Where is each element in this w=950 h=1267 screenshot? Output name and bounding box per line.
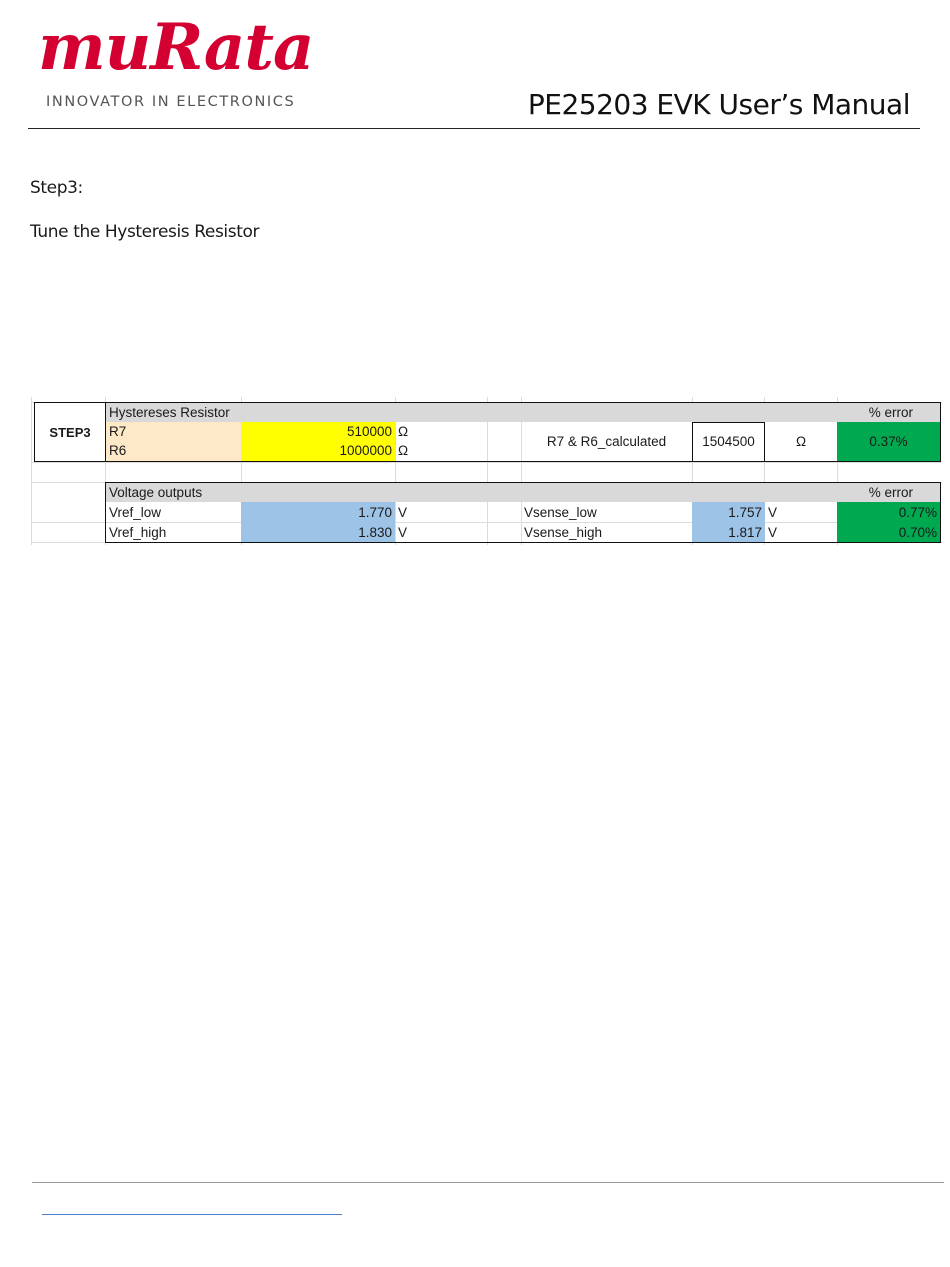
vsense-low-label: Vsense_low [524,505,597,520]
resistor-section-title: Hystereses Resistor [109,405,230,420]
vsense-high-unit: V [768,525,778,540]
voltage-error-header: % error [868,485,913,500]
document-title: PE25203 EVK User’s Manual [527,88,910,121]
grid-line [31,462,942,463]
section-heading: Tune the Hysteresis Resistor [30,222,260,242]
logo-wordmark: muRata [38,10,314,85]
r6-label: R6 [109,443,127,458]
footer-link-underline[interactable] [42,1214,342,1215]
vsense-low-value: 1.757 [728,505,762,520]
r7-value[interactable]: 510000 [346,424,392,439]
spreadsheet-table [31,397,942,545]
logo-tagline: INNOVATOR IN ELECTRONICS [46,94,296,110]
footer-divider [32,1182,944,1183]
r6-unit: Ω [398,443,409,458]
voltage-section-title: Voltage outputs [109,485,203,500]
r6-value[interactable]: 1000000 [339,443,392,458]
calc-label: R7 & R6_calculated [546,434,667,449]
r7-unit: Ω [398,424,409,439]
vref-high-label: Vref_high [109,525,167,540]
vsense-high-value: 1.817 [728,525,762,540]
step-heading: Step3: [30,178,83,198]
murata-logo [38,8,338,118]
vref-low-value: 1.770 [358,505,392,520]
vsense-low-unit: V [768,505,778,520]
vref-high-unit: V [398,525,408,540]
vref-high-value: 1.830 [358,525,392,540]
resistor-error-header: % error [868,405,913,420]
vref-low-unit: V [398,505,408,520]
calc-value: 1504500 [702,434,755,449]
header-divider [28,128,920,129]
step-label: STEP3 [49,425,91,440]
r7-label: R7 [109,424,127,439]
vsense-high-error: 0.70% [898,525,937,540]
calc-error: 0.37% [869,434,908,449]
vsense-high-label: Vsense_high [524,525,603,540]
vref-low-label: Vref_low [109,505,162,520]
calc-unit: Ω [795,434,807,449]
vsense-low-error: 0.77% [898,505,937,520]
